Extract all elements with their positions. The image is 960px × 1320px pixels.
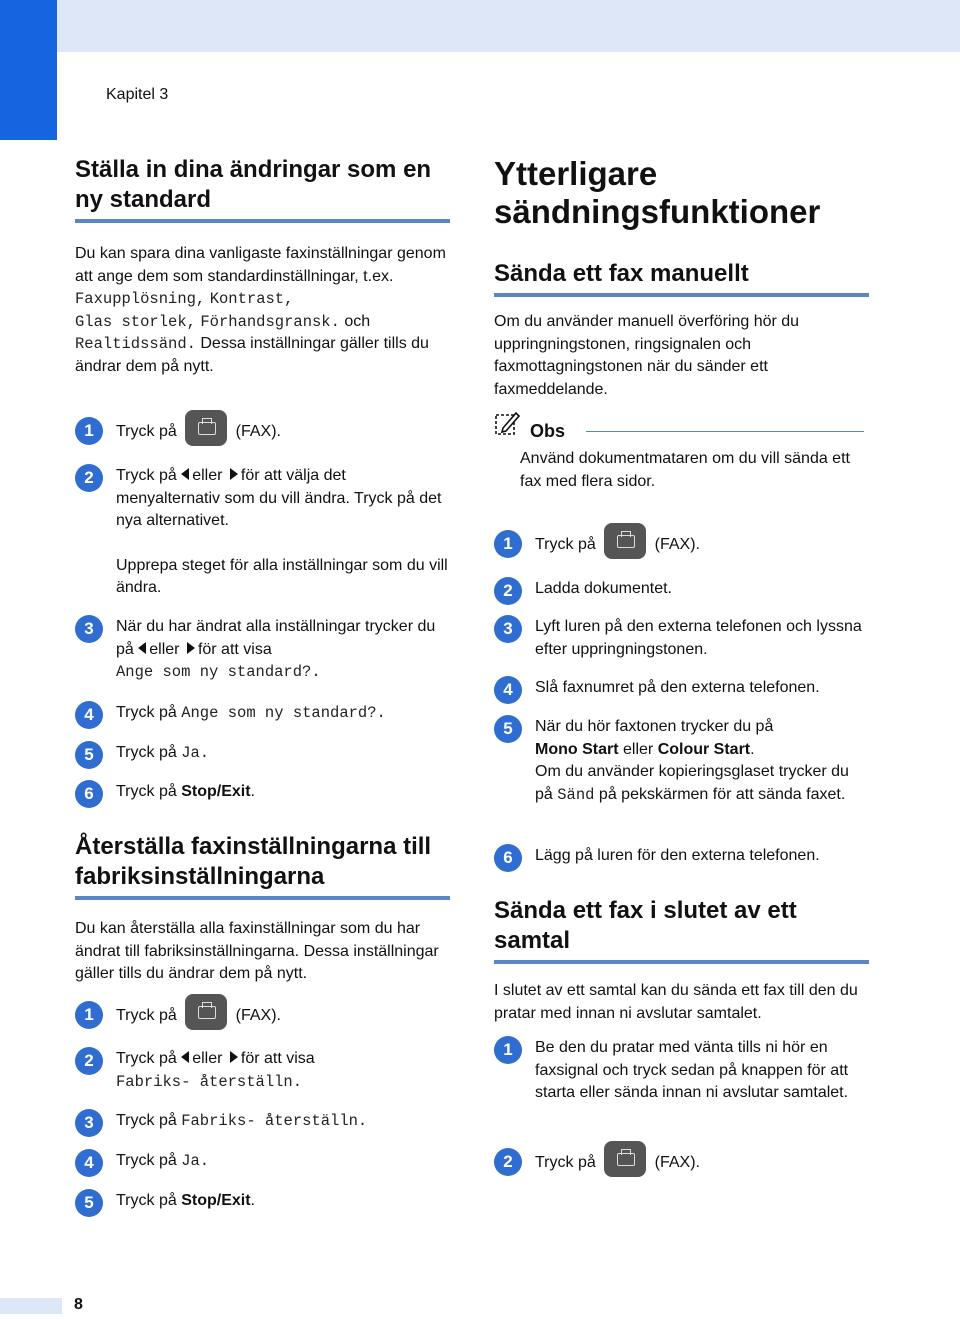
step-list <box>494 578 869 601</box>
step-number: 2 <box>75 1047 103 1075</box>
step-item: 4 Tryck på Ja. <box>75 1150 450 1173</box>
step-list <box>75 418 450 446</box>
step-number: 2 <box>494 1148 522 1176</box>
section-title: Sända ett fax manuellt <box>494 260 749 287</box>
fax-button-icon[interactable] <box>185 994 227 1030</box>
step-number: 6 <box>75 780 103 808</box>
step-list <box>75 1150 450 1173</box>
fax-button-icon[interactable] <box>185 410 227 446</box>
step-number: 1 <box>494 530 522 558</box>
note-box <box>494 416 869 493</box>
step-list <box>75 781 450 804</box>
title-rule <box>75 896 450 900</box>
section-title: Ställa in dina ändringar som en ny standard <box>75 156 432 213</box>
chapter-section <box>494 155 869 401</box>
step-list <box>75 702 450 725</box>
step-number: 4 <box>75 1149 103 1177</box>
step-item: 5 Tryck på Ja. <box>75 742 450 765</box>
section-intro: Du kan spara dina vanligaste faxinställningar genom att ange dem som standardinställningar, t.ex. Faxupplösning, Kontrast, Glas storlek, Förhandsgransk. och Realtidssänd. Dessa inställningar gäller tills du ändrar dem på nytt. <box>75 245 446 375</box>
main-title: Ytterligare sändningsfunktioner <box>494 155 821 230</box>
section-title: Sända ett fax i slutet av ett samtal <box>494 897 797 954</box>
chapter-tab-marker <box>0 0 57 140</box>
title-rule <box>75 219 450 223</box>
section-intro: Du kan återställa alla faxinställningar som du har ändrat till fabriksinställningarna. Dessa inställningar gäller tills du ändrar dem på nytt. <box>75 920 439 983</box>
page-number: 8 <box>74 1296 83 1313</box>
step-number: 6 <box>494 844 522 872</box>
step-number: 1 <box>75 1001 103 1029</box>
step-list <box>75 1110 450 1133</box>
step-item: 3 När du har ändrat alla inställningar trycker du på eller för att visa Ange som ny standard?. <box>75 616 450 684</box>
step-number: 5 <box>75 1189 103 1217</box>
step-list <box>75 1190 450 1213</box>
chapter-label: Kapitel 3 <box>106 86 169 103</box>
step-number: 2 <box>494 577 522 605</box>
step-number: 4 <box>75 701 103 729</box>
section-intro: Om du använder manuell överföring hör du uppringningstonen, ringsignalen och faxmottagningstonen när du sänder ett faxmeddelande. <box>494 313 800 398</box>
step-list <box>494 1037 869 1105</box>
step-item: 3 Lyft luren på den externa telefonen och lyssna efter uppringningstonen. <box>494 616 869 661</box>
step-item: 2 Tryck på eller för att visa Fabriks- återställn. <box>75 1048 450 1093</box>
step-list <box>494 1149 869 1177</box>
title-rule <box>494 960 869 964</box>
note-pencil-icon <box>494 410 520 436</box>
step-list <box>494 716 869 806</box>
step-list <box>75 742 450 765</box>
step-list <box>75 1002 450 1030</box>
step-item: 1 Tryck på (FAX). <box>494 531 869 559</box>
left-arrow-icon[interactable] <box>138 642 146 654</box>
step-item: 1 Be den du pratar med vänta tills ni hör en faxsignal och tryck sedan på knappen för att starta eller sända innan ni avslutar samtalet. <box>494 1037 869 1105</box>
step-number: 3 <box>494 615 522 643</box>
step-number: 3 <box>75 1109 103 1137</box>
section-intro: I slutet av ett samtal kan du sända ett fax till den du pratar med innan ni avslutar samtalet. <box>494 982 858 1022</box>
step-list <box>75 1048 450 1093</box>
fax-button-icon[interactable] <box>604 1141 646 1177</box>
step-number: 1 <box>494 1036 522 1064</box>
step-number: 1 <box>75 417 103 445</box>
step-number: 5 <box>494 715 522 743</box>
step-item: 6 Lägg på luren för den externa telefonen. <box>494 845 869 868</box>
left-arrow-icon[interactable] <box>181 468 189 480</box>
section-title: Återställa faxinställningarna till fabriksinställningarna <box>75 833 432 890</box>
step-list <box>75 616 450 684</box>
step-item: 2 Ladda dokumentet. <box>494 578 869 601</box>
step-item: 4 Slå faxnumret på den externa telefonen. <box>494 677 869 700</box>
step-list <box>494 845 869 868</box>
step-item: 2 Tryck på (FAX). <box>494 1149 869 1177</box>
right-arrow-icon[interactable] <box>230 468 238 480</box>
step-number: 5 <box>75 741 103 769</box>
note-text: Använd dokumentmataren om du vill sända ett fax med flera sidor. <box>520 450 850 490</box>
right-arrow-icon[interactable] <box>230 1051 238 1063</box>
step-item: 1 Tryck på (FAX). <box>75 418 450 446</box>
step-list <box>75 465 450 600</box>
step-list <box>494 616 869 661</box>
section-fax-end-of-call <box>494 896 869 1025</box>
section-set-new-default <box>75 155 450 379</box>
step-item: 6 Tryck på Stop/Exit. <box>75 781 450 804</box>
fax-button-icon[interactable] <box>604 523 646 559</box>
section-factory-reset <box>75 832 450 986</box>
step-list <box>494 677 869 700</box>
step-number: 4 <box>494 676 522 704</box>
note-rule <box>586 431 864 432</box>
step-item: 5 Tryck på Stop/Exit. <box>75 1190 450 1213</box>
step-item: 4 Tryck på Ange som ny standard?. <box>75 702 450 725</box>
step-number: 2 <box>75 464 103 492</box>
step-list <box>494 531 869 559</box>
right-arrow-icon[interactable] <box>187 642 195 654</box>
step-item: 1 Tryck på (FAX). <box>75 1002 450 1030</box>
header-band <box>0 0 960 52</box>
title-rule <box>494 293 869 297</box>
step-number: 3 <box>75 615 103 643</box>
step-item: 2 Tryck på eller för att välja det menyalternativ som du vill ändra. Tryck på det nya alternativet. Upprepa steget för alla inställningar som du vill ändra. <box>75 465 450 600</box>
footer-band <box>0 1298 62 1314</box>
left-arrow-icon[interactable] <box>181 1051 189 1063</box>
step-item: 3 Tryck på Fabriks- återställn. <box>75 1110 450 1133</box>
note-title: Obs <box>530 421 566 441</box>
step-item: 5 När du hör faxtonen trycker du på Mono Start eller Colour Start. Om du använder kopieringsglaset trycker du på Sänd på pekskärmen för att sända faxet. <box>494 716 869 806</box>
